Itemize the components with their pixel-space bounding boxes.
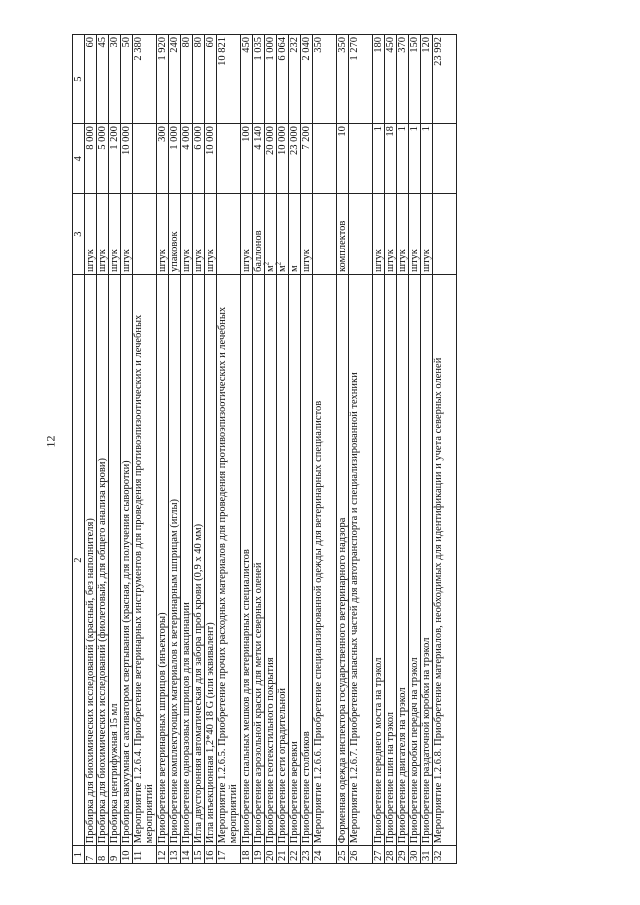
header-col-1: 1 xyxy=(73,846,85,864)
row-quantity xyxy=(133,124,157,194)
row-unit: м xyxy=(289,194,301,275)
row-name: Пробирка вакуумная с активатором свертывания (красная, для получения сыворотки) xyxy=(121,275,133,846)
row-name: Приобретение спальных мешков для ветеринарных специалистов xyxy=(241,275,253,846)
table-row xyxy=(433,35,457,864)
row-name: Приобретение переднего моста на трэкол xyxy=(373,275,385,846)
row-sum: 1 920 xyxy=(157,35,169,124)
row-number: 7 xyxy=(85,846,97,864)
row-name: Пробирка центрифужная 15 мл xyxy=(109,275,121,846)
row-unit: штук xyxy=(109,194,121,275)
header-col-3: 3 xyxy=(73,194,85,275)
table-row xyxy=(313,35,337,864)
row-sum: 350 xyxy=(313,35,337,124)
table-row xyxy=(409,35,421,864)
row-sum: 370 xyxy=(397,35,409,124)
row-sum: 50 xyxy=(121,35,133,124)
row-sum: 60 xyxy=(85,35,97,124)
row-quantity xyxy=(313,124,337,194)
row-number: 25 xyxy=(337,846,349,864)
row-sum: 2 040 xyxy=(301,35,313,124)
table-row xyxy=(337,35,349,864)
row-quantity: 4 140 xyxy=(253,124,265,194)
row-sum: 80 xyxy=(193,35,205,124)
row-quantity: 7 200 xyxy=(301,124,313,194)
header-col-5: 5 xyxy=(73,35,85,124)
row-unit: штук xyxy=(181,194,193,275)
table-row xyxy=(85,35,97,864)
row-sum: 60 xyxy=(205,35,217,124)
row-number: 17 xyxy=(217,846,241,864)
row-quantity: 100 xyxy=(241,124,253,194)
row-name: Форменная одежда инспектора государственного ветеринарного надзора xyxy=(337,275,349,846)
row-number: 23 xyxy=(301,846,313,864)
table-row xyxy=(169,35,181,864)
row-unit: упаковок xyxy=(169,194,181,275)
row-name: Мероприятие 1.2.6.4. Приобретение ветеринарных инструментов для проведения противоэпизоотических и лечебных мероприятий xyxy=(133,275,157,846)
row-number: 32 xyxy=(433,846,457,864)
row-name: Приобретение ветеринарных шприцов (инъекторы) xyxy=(157,275,169,846)
row-sum: 180 xyxy=(373,35,385,124)
row-unit xyxy=(313,194,337,275)
table-row xyxy=(109,35,121,864)
row-number: 31 xyxy=(421,846,433,864)
row-number: 22 xyxy=(289,846,301,864)
table-body xyxy=(73,35,457,864)
row-quantity: 300 xyxy=(157,124,169,194)
row-quantity: 1 xyxy=(409,124,421,194)
row-name: Мероприятие 1.2.6.5. Приобретение прочих расходных материалов для проведения противоэпизоотических и лечебных мероприятий xyxy=(217,275,241,846)
row-number: 24 xyxy=(313,846,337,864)
header-col-2: 2 xyxy=(73,275,85,846)
row-quantity: 6 000 xyxy=(193,124,205,194)
row-name: Мероприятие 1.2.6.6. Приобретение специализированной одежды для ветеринарных специалистов xyxy=(313,275,337,846)
row-sum: 30 xyxy=(109,35,121,124)
row-number: 29 xyxy=(397,846,409,864)
page-number: 12 xyxy=(43,435,58,448)
row-number: 27 xyxy=(373,846,385,864)
row-quantity: 1 xyxy=(373,124,385,194)
row-sum: 1 270 xyxy=(349,35,373,124)
row-sum: 45 xyxy=(97,35,109,124)
row-number: 15 xyxy=(193,846,205,864)
table-row xyxy=(277,35,289,864)
row-quantity xyxy=(349,124,373,194)
table-row xyxy=(193,35,205,864)
row-unit xyxy=(133,194,157,275)
row-unit xyxy=(349,194,373,275)
row-number: 20 xyxy=(265,846,277,864)
row-sum: 10 821 xyxy=(217,35,241,124)
row-name: Игла инъекционная 1,2*40 18 G (или эквивалент) xyxy=(205,275,217,846)
row-number: 18 xyxy=(241,846,253,864)
table-row xyxy=(373,35,385,864)
row-name: Приобретение аэрозольной краски для метки северных оленей xyxy=(253,275,265,846)
row-quantity: 1 xyxy=(421,124,433,194)
row-sum: 80 xyxy=(181,35,193,124)
table-row xyxy=(397,35,409,864)
row-name: Мероприятие 1.2.6.8. Приобретение материалов, необходимых для идентификации и учета северных оленей xyxy=(433,275,457,846)
table-row xyxy=(157,35,169,864)
row-quantity: 10 xyxy=(337,124,349,194)
row-name: Приобретение комплектующих материалов к ветеринарным шприцам (иглы) xyxy=(169,275,181,846)
row-sum: 350 xyxy=(337,35,349,124)
row-sum: 232 xyxy=(289,35,301,124)
table-row xyxy=(217,35,241,864)
table-row xyxy=(133,35,157,864)
row-name: Мероприятие 1.2.6.7. Приобретение запасных частей для автотранспорта и специализированной техники xyxy=(349,275,373,846)
row-quantity: 1 000 xyxy=(169,124,181,194)
row-sum: 6 064 xyxy=(277,35,289,124)
row-number: 9 xyxy=(109,846,121,864)
row-sum: 450 xyxy=(241,35,253,124)
row-sum: 23 992 xyxy=(433,35,457,124)
row-number: 13 xyxy=(169,846,181,864)
row-sum: 150 xyxy=(409,35,421,124)
row-unit: $м^2$ xyxy=(277,194,289,275)
row-name: Приобретение сети оградительной xyxy=(277,275,289,846)
row-name: Приобретение раздаточной коробки на трэкол xyxy=(421,275,433,846)
row-unit: штук xyxy=(97,194,109,275)
row-unit: штук xyxy=(421,194,433,275)
table-row xyxy=(265,35,277,864)
budget-table xyxy=(72,34,457,864)
row-unit: штук xyxy=(409,194,421,275)
row-number: 21 xyxy=(277,846,289,864)
row-unit: баллонов xyxy=(253,194,265,275)
row-name: Приобретение геотекстильного покрытия xyxy=(265,275,277,846)
row-number: 8 xyxy=(97,846,109,864)
table-row xyxy=(301,35,313,864)
row-quantity: 20 000 xyxy=(265,124,277,194)
table-row xyxy=(241,35,253,864)
row-number: 10 xyxy=(121,846,133,864)
row-quantity: 10 000 xyxy=(277,124,289,194)
row-quantity: 8 000 xyxy=(85,124,97,194)
row-number: 28 xyxy=(385,846,397,864)
table-row xyxy=(253,35,265,864)
row-unit: штук xyxy=(241,194,253,275)
row-name: Приобретение шин на трэкол xyxy=(385,275,397,846)
row-name: Приобретение коробки передач на трэкол xyxy=(409,275,421,846)
unit-superscript: 2 xyxy=(274,261,283,266)
row-unit xyxy=(433,194,457,275)
row-unit: штук xyxy=(373,194,385,275)
row-number: 12 xyxy=(157,846,169,864)
row-name: Игла двусторонняя автоматическая для забора проб крови (0,9 х 40 мм) xyxy=(193,275,205,846)
row-name: Пробирка для биохимических исследований (красный, без наполнителя) xyxy=(85,275,97,846)
table-row xyxy=(421,35,433,864)
row-unit: штук xyxy=(121,194,133,275)
row-name: Приобретение веревки xyxy=(289,275,301,846)
row-name: Пробирка для биохимических исследований (фиолетовый, для общего анализа крови) xyxy=(97,275,109,846)
row-unit: штук xyxy=(85,194,97,275)
row-name: Приобретение столбиков xyxy=(301,275,313,846)
row-quantity: 23 000 xyxy=(289,124,301,194)
row-sum: 450 xyxy=(385,35,397,124)
row-number: 26 xyxy=(349,846,373,864)
row-number: 11 xyxy=(133,846,157,864)
row-number: 16 xyxy=(205,846,217,864)
table-row xyxy=(385,35,397,864)
row-unit xyxy=(217,194,241,275)
row-quantity xyxy=(433,124,457,194)
table-row xyxy=(289,35,301,864)
row-number: 14 xyxy=(181,846,193,864)
row-sum: 240 xyxy=(169,35,181,124)
row-quantity: 4 000 xyxy=(181,124,193,194)
row-quantity: 10 000 xyxy=(121,124,133,194)
row-unit: комплектов xyxy=(337,194,349,275)
row-unit: штук xyxy=(301,194,313,275)
row-sum: 2 380 xyxy=(133,35,157,124)
row-unit: штук xyxy=(193,194,205,275)
table-row xyxy=(97,35,109,864)
row-quantity: 1 xyxy=(397,124,409,194)
row-unit: штук xyxy=(397,194,409,275)
rotated-table-container xyxy=(72,34,564,864)
row-number: 30 xyxy=(409,846,421,864)
row-name: Приобретение одноразовых шприцов для вакцинации xyxy=(181,275,193,846)
row-quantity: 10 000 xyxy=(205,124,217,194)
row-quantity: 5 000 xyxy=(97,124,109,194)
row-unit: штук xyxy=(205,194,217,275)
table-row xyxy=(181,35,193,864)
row-number: 19 xyxy=(253,846,265,864)
table-row xyxy=(121,35,133,864)
row-sum: 1 035 xyxy=(253,35,265,124)
table-row xyxy=(205,35,217,864)
unit-superscript: 2 xyxy=(262,261,271,266)
header-col-4: 4 xyxy=(73,124,85,194)
row-unit: $м^2$ xyxy=(265,194,277,275)
row-quantity: 1 200 xyxy=(109,124,121,194)
row-unit: штук xyxy=(157,194,169,275)
header-row xyxy=(73,35,85,864)
row-quantity: 18 xyxy=(385,124,397,194)
row-sum: 120 xyxy=(421,35,433,124)
table-row xyxy=(349,35,373,864)
row-sum: 1 000 xyxy=(265,35,277,124)
row-name: Приобретение двигателя на трэкол xyxy=(397,275,409,846)
row-quantity xyxy=(217,124,241,194)
row-unit: штук xyxy=(385,194,397,275)
